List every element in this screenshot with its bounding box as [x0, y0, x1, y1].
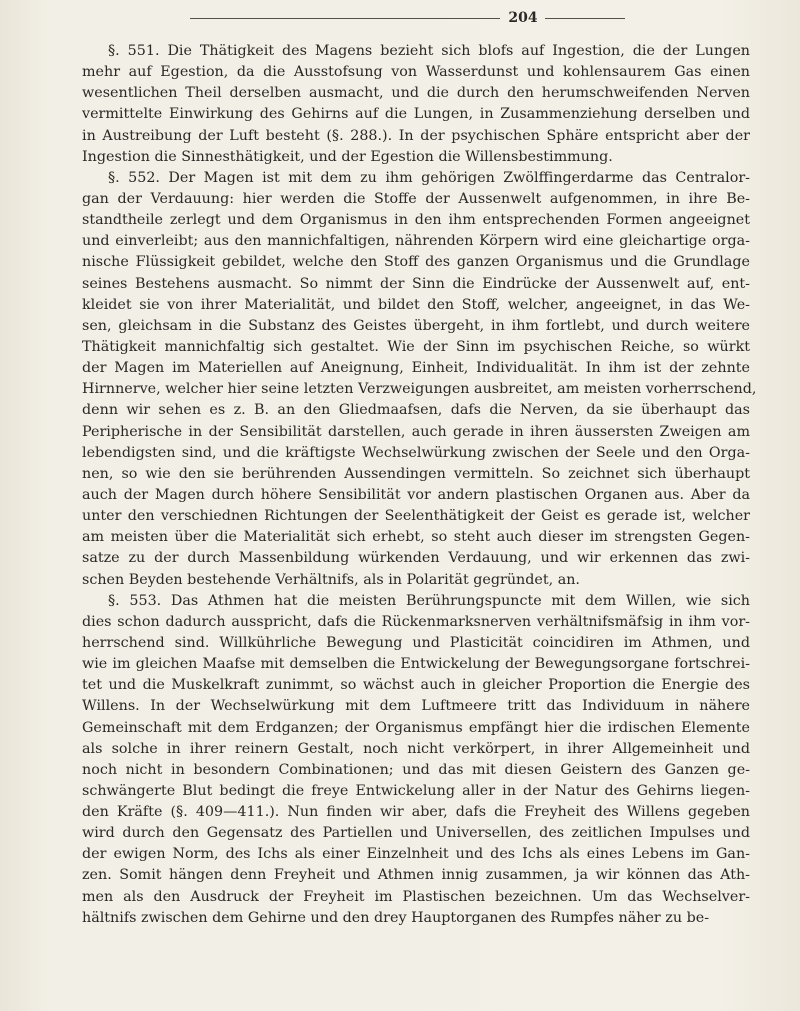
text-line: Willens. In der Wechselwürkung mit dem Luftmeere tritt das Individuum in nähere [82, 698, 750, 715]
text-line: schen Beyden bestehende Verhältnifs, als in Polarität gegründet, an. [82, 571, 580, 588]
text-line: den Kräfte (§. 409—411.). Nun finden wir aber, dafs die Freyheit des Willens gegeben [82, 804, 750, 821]
text-line: gan der Verdauung: hier werden die Stoffe der Aussenwelt aufgenommen, in ihre Be- [82, 190, 750, 207]
text-line: nen, so wie den sie berührenden Aussendingen vermitteln. So zeichnet sich überhaupt [82, 465, 750, 482]
text-line: men als den Ausdruck der Freyheit im Plastischen bezeichnen. Um das Wechselver- [82, 888, 750, 905]
text-line: am meisten über die Materialität sich erhebt, so steht auch dieser im strengsten Gegen- [82, 529, 750, 546]
page-number: 204 [508, 10, 538, 26]
text-line: §. 553. Das Athmen hat die meisten Berührungspuncte mit dem Willen, wie sich [108, 592, 750, 609]
text-line: standtheile zerlegt und dem Organismus in den ihm entsprechenden Formen angeeignet [82, 212, 750, 229]
text-line: satze zu der durch Massenbildung würkenden Verdauung, und wir erkennen das zwi- [82, 550, 750, 567]
text-line: zen. Somit hängen denn Freyheit und Athmen innig zusammen, ja wir können das Ath- [82, 867, 750, 884]
header-rule-right [545, 18, 625, 19]
text-line: nische Flüssigkeit gebildet, welche den Stoff des ganzen Organismus und die Grundlage [82, 254, 750, 271]
text-line: der Magen im Materiellen auf Aneignung, Einheit, Individualität. In ihm ist der zehnte [82, 360, 750, 377]
text-line: schwängerte Blut bedingt die freye Entwickelung aller in der Natur des Gehirns liegen- [82, 782, 750, 799]
text-line: hältnifs zwischen dem Gehirne und den drey Hauptorganen des Rumpfes näher zu be- [82, 909, 710, 926]
text-line: seines Bestehens ausmacht. So nimmt der Sinn die Eindrücke der Aussenwelt auf, ent- [82, 275, 750, 292]
text-line: sen, gleichsam in die Substanz des Geistes übergeht, in ihm fortlebt, und durch weitere [82, 317, 750, 334]
text-line: unter den verschiednen Richtungen der Seelenthätigkeit der Geist es gerade ist, welcher [82, 508, 750, 525]
header-rule-left [190, 18, 500, 19]
text-line: in Austreibung der Luft besteht (§. 288.). In der psychischen Sphäre entspricht aber der [82, 127, 750, 144]
text-line: wie im gleichen Maafse mit demselben die Entwickelung der Bewegungsorgane fortschrei- [82, 656, 750, 673]
text-line: lebendigsten sind, und die kräftigste Wechselwürkung zwischen der Seele und den Orga- [82, 444, 750, 461]
text-line: §. 551. Die Thätigkeit des Magens bezieht sich blofs auf Ingestion, die der Lungen [108, 43, 750, 59]
text-line: denn wir sehen es z. B. an den Gliedmaafsen, dafs die Nerven, da sie überhaupt das [82, 402, 750, 419]
text-line: auch der Magen durch höhere Sensibilität vor andern plastischen Organen aus. Aber da [82, 486, 750, 503]
text-line: dies schon dadurch ausspricht, dafs die Rückenmarksnerven verhältnifsmäfsig in ihm vor- [82, 613, 750, 630]
text-line: §. 552. Der Magen ist mit dem zu ihm gehörigen Zwölffingerdarme das Centralor- [108, 169, 750, 186]
text-line: mehr auf Egestion, da die Ausstofsung von Wasserdunst und kohlensaurem Gas einen [82, 64, 750, 81]
text-line: und einverleibt; aus den mannichfaltigen, nährenden Körpern wird eine gleichartige orga- [82, 233, 750, 250]
text-line: Peripherische in der Sensibilität darstellen, auch gerade in ihren äussersten Zweigen am [82, 423, 750, 440]
text-line: tet und die Muskelkraft zunimmt, so wächst auch in gleicher Proportion die Energie des [82, 677, 750, 694]
text-line: Hirnnerve, welcher hier seine letzten Verzweigungen ausbreitet, am meisten vorherrschend, [82, 381, 757, 398]
text-line: kleidet sie von ihrer Materialität, und bildet den Stoff, welcher, angeeignet, in das We- [82, 296, 750, 313]
running-header [0, 6, 800, 34]
text-line: Gemeinschaft mit dem Erdganzen; der Organismus empfängt hier die irdischen Elemente [82, 719, 750, 736]
text-line: als solche in ihrer reinern Gestalt, noch nicht verkörpert, in ihrer Allgemeinheit und [82, 740, 750, 757]
text-line: Thätigkeit mannichfaltig sich gestaltet. Wie der Sinn im psychischen Reiche, so würkt [82, 338, 750, 355]
text-line: noch nicht in besondern Combinationen; und das mit diesen Geistern des Ganzen ge- [82, 761, 750, 778]
text-line: herrschend sind. Willkührliche Bewegung und Plasticität coincidiren im Athmen, und [82, 634, 750, 651]
body-text [82, 41, 757, 929]
text-line: wesentlichen Theil derselben ausmacht, und die durch den herumschweifenden Nerven [82, 85, 750, 102]
text-line: vermittelte Einwirkung des Gehirns auf die Lungen, in Zusammenziehung derselben und [82, 106, 750, 123]
text-line: wird durch den Gegensatz des Partiellen und Universellen, des zeitlichen Impulses und [82, 825, 750, 842]
text-line: Ingestion die Sinnesthätigkeit, und der Egestion die Willensbestimmung. [82, 148, 613, 165]
text-line: der ewigen Norm, des Ichs als einer Einzelnheit und des Ichs als eines Lebens im Gan- [82, 846, 750, 863]
